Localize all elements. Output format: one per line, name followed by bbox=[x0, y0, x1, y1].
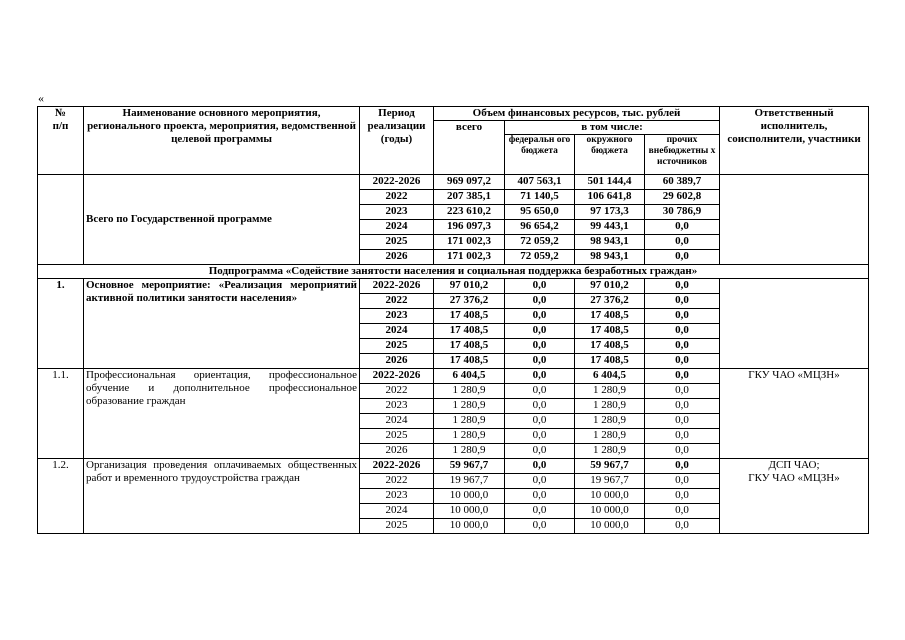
header-finance: Объем финансовых ресурсов, тыс. рублей bbox=[434, 107, 720, 121]
cell-federal: 0,0 bbox=[505, 354, 575, 369]
header-federal: федеральн ого бюджета bbox=[505, 135, 575, 175]
cell-federal: 0,0 bbox=[505, 459, 575, 474]
cell-other: 0,0 bbox=[645, 250, 720, 265]
header-row-1 bbox=[38, 107, 869, 121]
cell-total: 17 408,5 bbox=[434, 324, 505, 339]
cell-federal: 0,0 bbox=[505, 339, 575, 354]
cell-period: 2023 bbox=[360, 309, 434, 324]
cell-federal: 0,0 bbox=[505, 519, 575, 534]
cell-total: 171 002,3 bbox=[434, 235, 505, 250]
cell-other: 0,0 bbox=[645, 235, 720, 250]
cell-federal: 96 654,2 bbox=[505, 220, 575, 235]
cell-total: 17 408,5 bbox=[434, 309, 505, 324]
cell-total: 27 376,2 bbox=[434, 294, 505, 309]
cell-other: 0,0 bbox=[645, 220, 720, 235]
cell-other: 0,0 bbox=[645, 519, 720, 534]
cell-federal: 0,0 bbox=[505, 444, 575, 459]
section-num: 1.2. bbox=[38, 459, 84, 534]
cell-period: 2025 bbox=[360, 339, 434, 354]
cell-total: 97 010,2 bbox=[434, 279, 505, 294]
program-finance-table bbox=[37, 106, 869, 534]
cell-district: 99 443,1 bbox=[575, 220, 645, 235]
cell-federal: 0,0 bbox=[505, 324, 575, 339]
cell-total: 19 967,7 bbox=[434, 474, 505, 489]
cell-total: 1 280,9 bbox=[434, 429, 505, 444]
total-num-cell bbox=[38, 175, 84, 265]
cell-period: 2023 bbox=[360, 205, 434, 220]
cell-period: 2026 bbox=[360, 250, 434, 265]
cell-total: 171 002,3 bbox=[434, 250, 505, 265]
cell-other: 0,0 bbox=[645, 474, 720, 489]
cell-total: 969 097,2 bbox=[434, 175, 505, 190]
cell-district: 10 000,0 bbox=[575, 504, 645, 519]
cell-period: 2025 bbox=[360, 519, 434, 534]
cell-district: 17 408,5 bbox=[575, 339, 645, 354]
cell-other: 0,0 bbox=[645, 459, 720, 474]
section-num: 1.1. bbox=[38, 369, 84, 459]
cell-period: 2022 bbox=[360, 474, 434, 489]
cell-district: 59 967,7 bbox=[575, 459, 645, 474]
header-responsible: Ответственный исполнитель, соисполнители, участники bbox=[720, 107, 869, 175]
cell-district: 27 376,2 bbox=[575, 294, 645, 309]
header-including: в том числе: bbox=[505, 121, 720, 135]
cell-federal: 0,0 bbox=[505, 309, 575, 324]
cell-period: 2024 bbox=[360, 504, 434, 519]
cell-other: 0,0 bbox=[645, 414, 720, 429]
cell-period: 2024 bbox=[360, 220, 434, 235]
cell-other: 0,0 bbox=[645, 384, 720, 399]
section-name: Основное мероприятие: «Реализация мероприятий активной политики занятости населения» bbox=[84, 279, 360, 369]
section-name: Организация проведения оплачиваемых общественных работ и временного трудоустройства граждан bbox=[84, 459, 360, 534]
header-name: Наименование основного мероприятия, регионального проекта, мероприятия, ведомственной целевой программы bbox=[84, 107, 360, 175]
cell-period: 2022 bbox=[360, 294, 434, 309]
cell-total: 196 097,3 bbox=[434, 220, 505, 235]
cell-federal: 71 140,5 bbox=[505, 190, 575, 205]
section-responsible bbox=[720, 279, 869, 369]
cell-district: 10 000,0 bbox=[575, 489, 645, 504]
header-other: прочих внебюджетны х источников bbox=[645, 135, 720, 175]
cell-district: 1 280,9 bbox=[575, 429, 645, 444]
cell-federal: 0,0 bbox=[505, 474, 575, 489]
cell-district: 98 943,1 bbox=[575, 250, 645, 265]
cell-total: 17 408,5 bbox=[434, 354, 505, 369]
cell-other: 0,0 bbox=[645, 429, 720, 444]
cell-total: 6 404,5 bbox=[434, 369, 505, 384]
cell-other: 0,0 bbox=[645, 279, 720, 294]
cell-period: 2022-2026 bbox=[360, 175, 434, 190]
cell-district: 17 408,5 bbox=[575, 324, 645, 339]
cell-district: 106 641,8 bbox=[575, 190, 645, 205]
header-district: окружного бюджета bbox=[575, 135, 645, 175]
cell-federal: 0,0 bbox=[505, 504, 575, 519]
cell-other: 60 389,7 bbox=[645, 175, 720, 190]
header-period: Период реализации (годы) bbox=[360, 107, 434, 175]
cell-district: 1 280,9 bbox=[575, 414, 645, 429]
total-responsible-cell bbox=[720, 175, 869, 265]
section-row bbox=[38, 369, 869, 384]
table-body bbox=[38, 107, 869, 534]
cell-federal: 0,0 bbox=[505, 384, 575, 399]
cell-district: 1 280,9 bbox=[575, 444, 645, 459]
cell-period: 2023 bbox=[360, 489, 434, 504]
header-total: всего bbox=[434, 121, 505, 175]
cell-period: 2022-2026 bbox=[360, 279, 434, 294]
cell-period: 2026 bbox=[360, 444, 434, 459]
cell-other: 0,0 bbox=[645, 399, 720, 414]
section-row bbox=[38, 279, 869, 294]
cell-total: 207 385,1 bbox=[434, 190, 505, 205]
cell-other: 0,0 bbox=[645, 489, 720, 504]
cell-total: 10 000,0 bbox=[434, 504, 505, 519]
cell-period: 2026 bbox=[360, 354, 434, 369]
cell-federal: 0,0 bbox=[505, 279, 575, 294]
cell-other: 29 602,8 bbox=[645, 190, 720, 205]
cell-federal: 0,0 bbox=[505, 294, 575, 309]
section-row bbox=[38, 459, 869, 474]
subprogram-title: Подпрограмма «Содействие занятости населения и социальная поддержка безработных граждан» bbox=[38, 265, 869, 279]
cell-total: 223 610,2 bbox=[434, 205, 505, 220]
header-num: № п/п bbox=[38, 107, 84, 175]
cell-total: 1 280,9 bbox=[434, 444, 505, 459]
cell-period: 2025 bbox=[360, 235, 434, 250]
cell-total: 17 408,5 bbox=[434, 339, 505, 354]
cell-federal: 0,0 bbox=[505, 429, 575, 444]
cell-federal: 72 059,2 bbox=[505, 235, 575, 250]
cell-period: 2023 bbox=[360, 399, 434, 414]
cell-district: 10 000,0 bbox=[575, 519, 645, 534]
cell-other: 0,0 bbox=[645, 444, 720, 459]
cell-other: 0,0 bbox=[645, 504, 720, 519]
total-label: Всего по Государственной программе bbox=[84, 175, 360, 265]
cell-other: 30 786,9 bbox=[645, 205, 720, 220]
cell-total: 1 280,9 bbox=[434, 399, 505, 414]
cell-federal: 407 563,1 bbox=[505, 175, 575, 190]
total-row bbox=[38, 175, 869, 190]
section-responsible: ГКУ ЧАО «МЦЗН» bbox=[720, 369, 869, 459]
cell-other: 0,0 bbox=[645, 339, 720, 354]
section-name: Профессиональная ориентация, профессиональное обучение и дополнительное профессиональное образование граждан bbox=[84, 369, 360, 459]
cell-federal: 0,0 bbox=[505, 489, 575, 504]
cell-other: 0,0 bbox=[645, 369, 720, 384]
subprogram-row bbox=[38, 265, 869, 279]
cell-other: 0,0 bbox=[645, 354, 720, 369]
cell-district: 501 144,4 bbox=[575, 175, 645, 190]
cell-total: 1 280,9 bbox=[434, 384, 505, 399]
cell-total: 1 280,9 bbox=[434, 414, 505, 429]
cell-district: 98 943,1 bbox=[575, 235, 645, 250]
cell-federal: 95 650,0 bbox=[505, 205, 575, 220]
cell-district: 97 173,3 bbox=[575, 205, 645, 220]
cell-federal: 0,0 bbox=[505, 369, 575, 384]
opening-quote-mark: « bbox=[38, 91, 44, 105]
cell-district: 1 280,9 bbox=[575, 384, 645, 399]
cell-period: 2024 bbox=[360, 414, 434, 429]
cell-district: 17 408,5 bbox=[575, 354, 645, 369]
cell-district: 17 408,5 bbox=[575, 309, 645, 324]
section-num: 1. bbox=[38, 279, 84, 369]
cell-district: 19 967,7 bbox=[575, 474, 645, 489]
cell-federal: 72 059,2 bbox=[505, 250, 575, 265]
cell-federal: 0,0 bbox=[505, 399, 575, 414]
cell-period: 2022 bbox=[360, 190, 434, 205]
cell-total: 10 000,0 bbox=[434, 489, 505, 504]
cell-federal: 0,0 bbox=[505, 414, 575, 429]
cell-period: 2024 bbox=[360, 324, 434, 339]
section-responsible: ДСП ЧАО; ГКУ ЧАО «МЦЗН» bbox=[720, 459, 869, 534]
cell-total: 10 000,0 bbox=[434, 519, 505, 534]
cell-period: 2022-2026 bbox=[360, 459, 434, 474]
cell-other: 0,0 bbox=[645, 309, 720, 324]
cell-period: 2022 bbox=[360, 384, 434, 399]
cell-other: 0,0 bbox=[645, 324, 720, 339]
cell-other: 0,0 bbox=[645, 294, 720, 309]
cell-district: 6 404,5 bbox=[575, 369, 645, 384]
cell-district: 1 280,9 bbox=[575, 399, 645, 414]
cell-total: 59 967,7 bbox=[434, 459, 505, 474]
cell-period: 2025 bbox=[360, 429, 434, 444]
cell-period: 2022-2026 bbox=[360, 369, 434, 384]
cell-district: 97 010,2 bbox=[575, 279, 645, 294]
